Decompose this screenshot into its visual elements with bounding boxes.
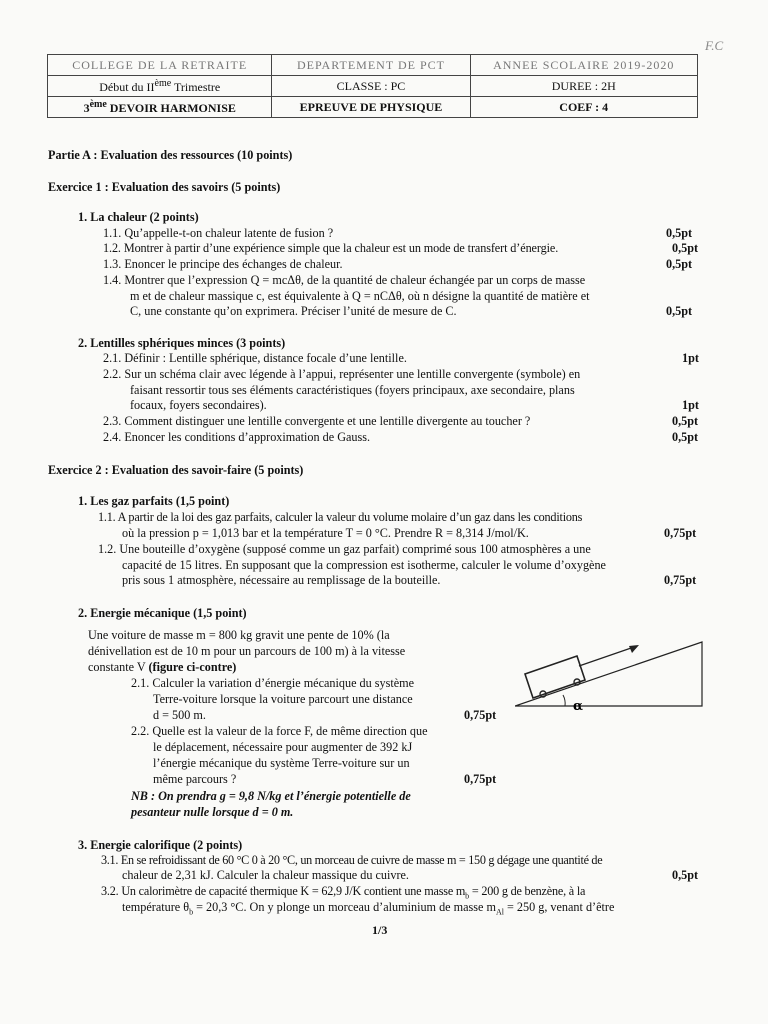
incline-figure [515,632,705,712]
question-ex2-1-2-line2: capacité de 15 litres. En supposant que la compression est isotherme, calculer le volume d’oxygène [122,558,606,572]
question-2-1: 2.1. Définir : Lentille sphérique, distance focale d’une lentille. [103,351,407,365]
question-2-2-line2: faisant ressortir tous ses éléments caractéristiques (foyers principaux, axe secondaire, plans [130,383,575,397]
points-mech-2-2: 0,75pt [464,772,497,786]
points-2-1: 1pt [682,351,699,365]
angle-label: α [573,699,584,712]
points-1-3: 0,5pt [666,257,693,271]
school-year: ANNEE SCOLAIRE 2019-2020 [470,55,698,76]
question-3-2-line2: température $\theta_b = 20,3$ °C. On y plonge un morceau d’aluminium de masse $m_{Al} = 250$ g, venant d’être [122,900,615,917]
margin-annotation: F.C [705,38,724,53]
nb-note-line1: NB : On prendra g = 9,8 N/kg et l’énergie potentielle de [131,789,411,803]
section-calorific-title: 3. Energie calorifique (2 points) [78,838,243,852]
force-arrow [579,646,637,666]
subject: EPREUVE DE PHYSIQUE [272,97,470,118]
term: Début du IIème Trimestre [48,76,272,97]
force-arrowhead [629,645,639,653]
question-mech-2-2-line4: même parcours ? [153,772,237,786]
question-mech-2-2-line3: l’énergie mécanique du système Terre-voiture sur un [153,756,410,770]
exercise-2-title: Exercice 2 : Evaluation des savoir-faire (5 points) [48,463,304,477]
points-ex2-1-2: 0,75pt [664,573,697,587]
question-2-4: 2.4. Enoncer les conditions d’approximation de Gauss. [103,430,371,444]
class: CLASSE : PC [272,76,470,97]
mech-intro-line1: Une voiture de masse m = 800 kg gravit une pente de 10% (la [88,628,390,642]
points-3-1: 0,5pt [672,868,699,882]
points-2-4: 0,5pt [672,430,699,444]
question-1-2: 1.2. Montrer à partir d’une expérience simple que la chaleur est un mode de transfert d’énergie. [103,241,559,255]
angle-arc [563,695,565,706]
points-2-2: 1pt [682,398,699,412]
question-2-3: 2.3. Comment distinguer une lentille convergente et une lentille divergente au toucher ? [103,414,531,428]
question-3-2-line1: 3.2. Un calorimètre de capacité thermique K = 62,9 J/K contient une masse $m_b = 200$ g de benzène, à la [101,884,586,901]
section-mechanical-title: 2. Energie mécanique (1,5 point) [78,606,247,620]
section-lenses-title: 2. Lentilles sphériques minces (3 points) [78,336,286,350]
question-1-4-line1: 1.4. Montrer que l’expression Q = mcΔθ, de la quantité de chaleur échangée par un corps de masse [103,273,586,287]
question-1-1: 1.1. Qu’appelle-t-on chaleur latente de fusion ? [103,226,334,240]
coefficient: COEF : 4 [470,97,698,118]
question-mech-2-1-line2: Terre-voiture lorsque la voiture parcourt une distance [153,692,413,706]
mech-intro-line2: dénivellation est de 10 m pour un parcours de 100 m) à la vitesse [88,644,406,658]
department: DEPARTEMENT DE PCT [272,55,470,76]
question-ex2-1-1-line2: où la pression p = 1,013 bar et la température T = 0 °C. Prendre R = 8,314 J/mol/K. [122,526,529,540]
school-name: COLLEGE DE LA RETRAITE [48,55,272,76]
points-mech-2-1: 0,75pt [464,708,497,722]
question-2-2-line1: 2.2. Sur un schéma clair avec légende à l’appui, représenter une lentille convergente (symbole) en [103,367,581,381]
points-1-2: 0,5pt [672,241,699,255]
points-ex2-1-1: 0,75pt [664,526,697,540]
duration: DUREE : 2H [470,76,698,97]
section-heat-title: 1. La chaleur (2 points) [78,210,199,224]
question-mech-2-2-line2: le déplacement, nécessaire pour augmenter de 392 kJ [153,740,413,754]
part-a-title: Partie A : Evaluation des ressources (10 points) [48,148,293,162]
question-ex2-1-1-line1: 1.1. A partir de la loi des gaz parfaits, calculer la valeur du volume molaire d’un gaz dans les conditions [98,510,583,524]
header-table [47,54,698,118]
nb-note-line2: pesanteur nulle lorsque d = 0 m. [131,805,294,819]
question-1-4-line2: m et de chaleur massique c, est équivalente à Q = nCΔθ, où n désigne la quantité de matière et [130,289,590,303]
question-ex2-1-2-line1: 1.2. Une bouteille d’oxygène (supposé comme un gaz parfait) comprimé sous 100 atmosphères a une [98,542,591,556]
exercise-1-title: Exercice 1 : Evaluation des savoirs (5 points) [48,180,281,194]
question-1-3: 1.3. Enoncer le principe des échanges de chaleur. [103,257,343,271]
question-mech-2-1-line3: d = 500 m. [153,708,206,722]
page-number: 1/3 [372,923,388,937]
points-1-4: 0,5pt [666,304,693,318]
section-gases-title: 1. Les gaz parfaits (1,5 point) [78,494,230,508]
question-1-4-line3: C, une constante qu’on exprimera. Préciser l’unité de mesure de C. [130,304,457,318]
question-2-2-line3: focaux, foyers secondaires). [130,398,267,412]
question-mech-2-1-line1: 2.1. Calculer la variation d’énergie mécanique du système [131,676,415,690]
points-1-1: 0,5pt [666,226,693,240]
exam-title: 3ème DEVOIR HARMONISE [48,97,272,118]
mech-intro-line3: constante V (figure ci-contre) [88,660,237,674]
points-2-3: 0,5pt [672,414,699,428]
question-ex2-1-2-line3: pris sous 1 atmosphère, nécessaire au remplissage de la bouteille. [122,573,441,587]
question-3-1-line1: 3.1. En se refroidissant de 60 °C 0 à 20 °C, un morceau de cuivre de masse m = 150 g dégage une quantité de [101,853,603,867]
question-3-1-line2: chaleur de 2,31 kJ. Calculer la chaleur massique du cuivre. [122,868,409,882]
question-mech-2-2-line1: 2.2. Quelle est la valeur de la force F, de même direction que [131,724,428,738]
